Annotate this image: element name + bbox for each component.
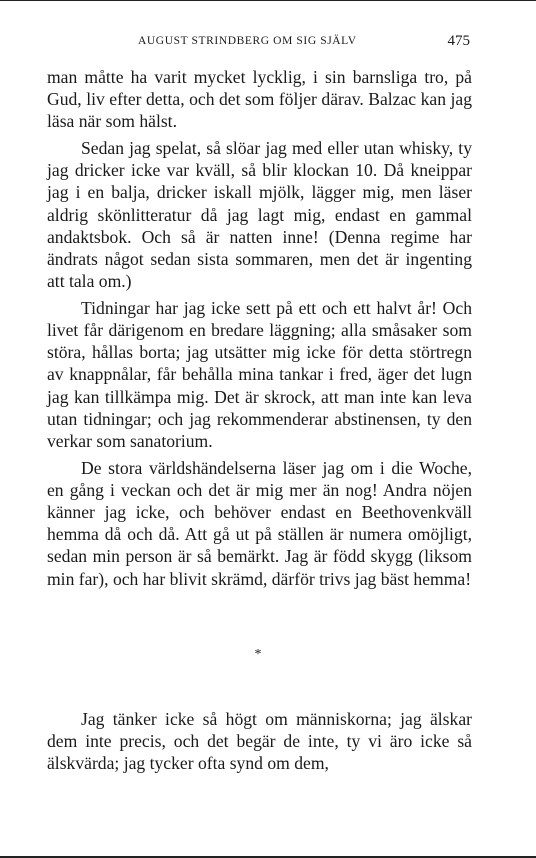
running-title: AUGUST STRINDBERG OM SIG SJÄLV: [138, 35, 357, 47]
paragraph: Tidningar har jag icke sett på ett och ett halvt år! Och livet får därigenom en bredare läggning; alla småsaker som störa, hållas borta; jag utsätter mig icke för detta störtregn av knappnålar, får behålla mina tankar i fred, äger det lugn jag kan tillkämpa mig. Det är skrock, att man inte kan leva utan tidningar; och jag rekommenderar abstinensen, ty den verkar som sanatorium.: [47, 297, 472, 452]
paragraph: De stora världshändelserna läser jag om i die Woche, en gång i veckan och det är mig mer än nog! Andra nöjen känner jag icke, och behöver endast en Beethovenkväll hemma då och då. Att gå ut på ställen är numera omöjligt, sedan min person är så bemärkt. Jag är född skygg (liksom min far), och har blivit skrämd, därför trivs jag bäst hemma!: [47, 457, 472, 589]
body-text: [47, 66, 472, 590]
paragraph: Jag tänker icke så högt om människorna; jag älskar dem inte precis, och det begär de inte, ty vi äro icke så älskvärda; jag tycker ofta synd om dem,: [47, 709, 472, 774]
page-number: 475: [447, 33, 470, 49]
paragraph-continued: man måtte ha varit mycket lycklig, i sin barnsliga tro, på Gud, liv efter detta, och det som följer därav. Balzac kan jag läsa när som hälst.: [47, 67, 472, 132]
paragraph: Sedan jag spelat, så slöar jag med eller utan whisky, ty jag dricker icke var kväll, så blir klockan 10. Då kneippar jag i en balja, dricker iskall mjölk, lägger mig, men läser aldrig skönlitteratur då jag lagt mig, endast en gammal andaktsbok. Och så är natten inne! (Denna regime har ändrats något sedan sista sommaren, men det är ingenting att tala om.): [47, 138, 472, 292]
running-head: [48, 35, 472, 55]
page-top-edge: [0, 0, 536, 1]
section-break-asterisk: *: [254, 647, 262, 662]
body-text-after-break: [47, 708, 472, 775]
